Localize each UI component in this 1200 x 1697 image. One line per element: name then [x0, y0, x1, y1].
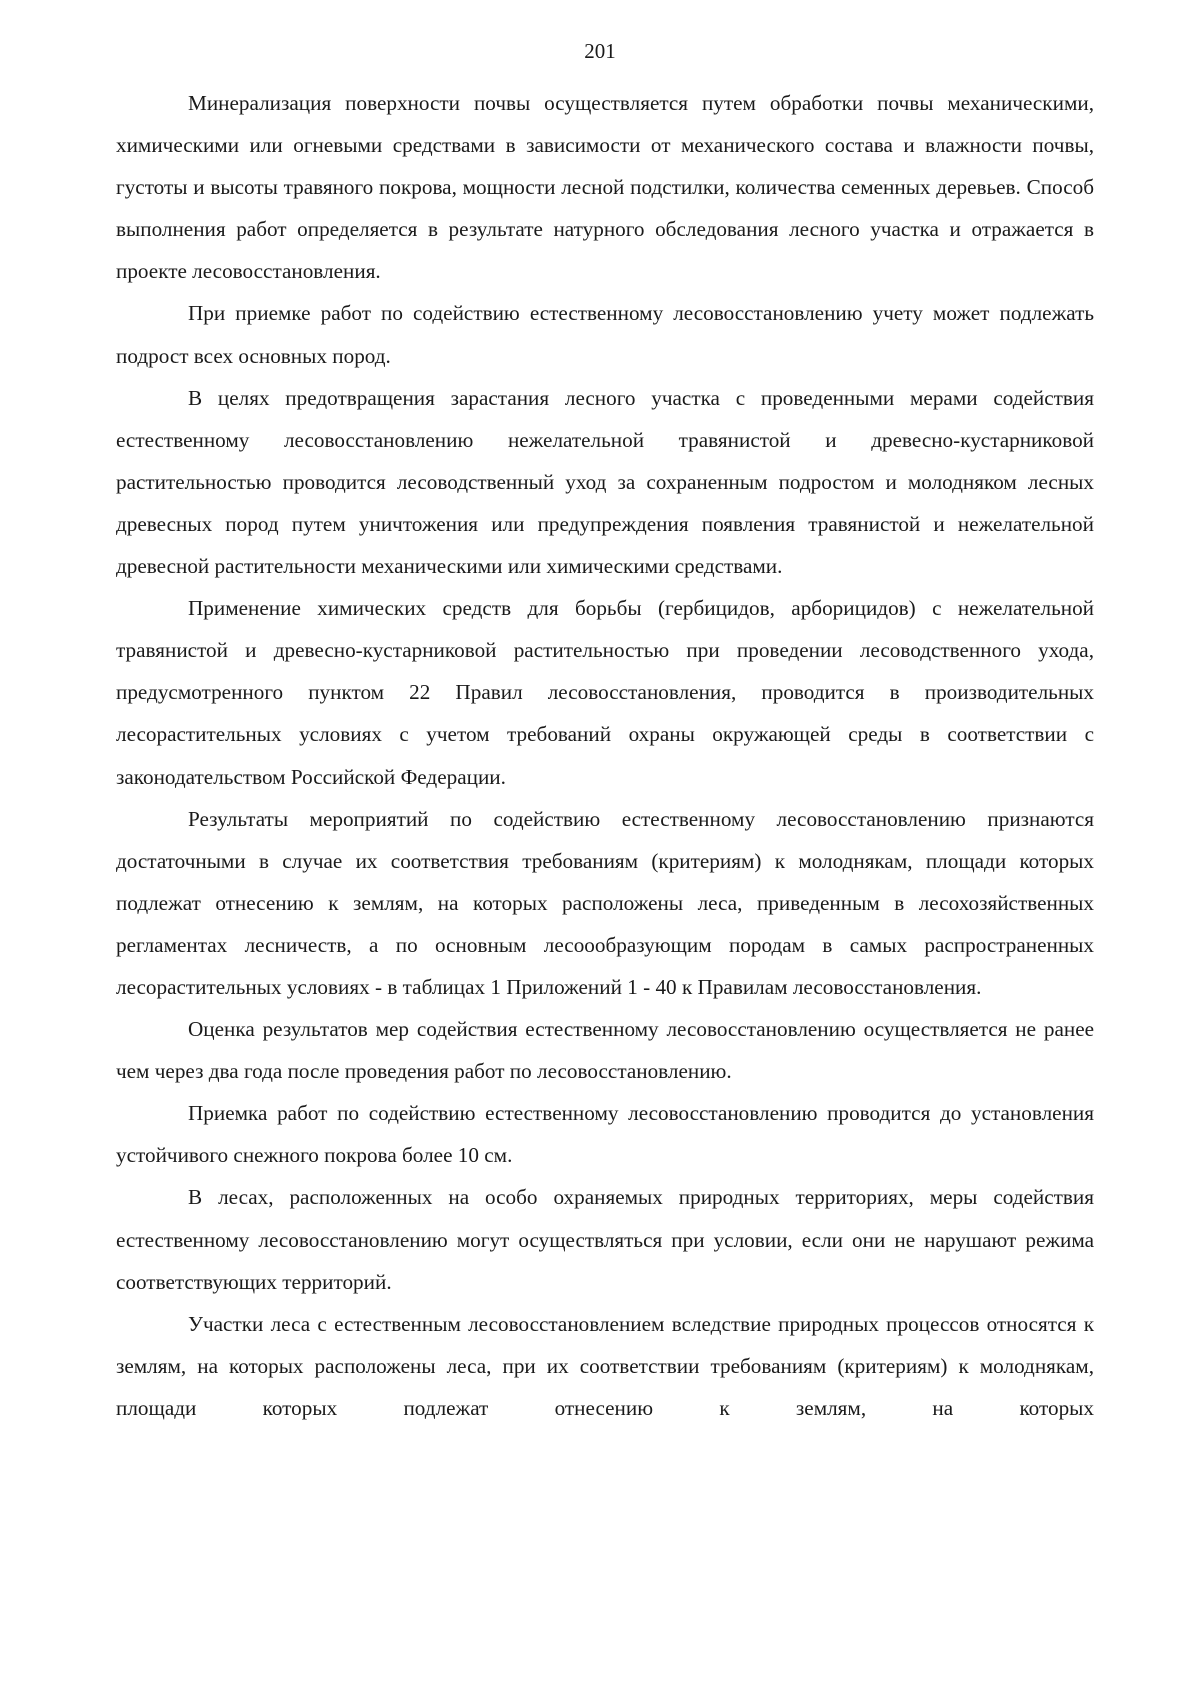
page-number: 201	[584, 39, 616, 63]
body-text	[116, 82, 1094, 1429]
paragraph-acceptance-undergrowth: При приемке работ по содействию естественному лесовосстановлению учету может подлежать подрост всех основных пород.	[116, 301, 1094, 368]
paragraph-natural-regeneration: Участки леса с естественным лесовосстановлением вследствие природных процессов относятся к землям, на которых расположены леса, при их соответствии требованиям (критериям) к молоднякам, площади которых подлежат отнесению к землям, на которых	[116, 1311, 1094, 1420]
paragraph-protected-areas: В лесах, расположенных на особо охраняемых природных территориях, меры содействия естественному лесовосстановлению могут осуществляться при условии, если они не нарушают режима соответствующих территорий.	[116, 1185, 1094, 1294]
paragraph-mineralization: Минерализация поверхности почвы осуществляется путем обработки почвы механическими, химическими или огневыми средствами в зависимости от механического состава и влажности почвы, густоты и высоты травяного покрова, мощности лесной подстилки, количества семенных деревьев. Способ выполнения работ определяется в результате натурного обследования лесного участка и отражается в проекте лесовосстановления.	[116, 91, 1094, 284]
paragraph-overgrowth-prevention: В целях предотвращения зарастания лесного участка с проведенными мерами содействия естественному лесовосстановлению нежелательной травянистой и древесно-кустарниковой растительностью проводится лесоводственный уход за сохраненным подростом и молодняком лесных древесных пород путем уничтожения или предупреждения появления травянистой и нежелательной древесной растительности механическими или химическими средствами.	[116, 385, 1094, 579]
paragraph-chemical-means: Применение химических средств для борьбы (гербицидов, арборицидов) с нежелательной травянистой и древесно-кустарниковой растительностью при проведении лесоводственного ухода, предусмотренного пунктом 22 Правил лесовосстановления, проводится в производительных лесорастительных условиях с учетом требований охраны окружающей среды в соответствии с законодательством Российской Федерации.	[116, 596, 1094, 789]
paragraph-results-sufficient: Результаты мероприятий по содействию естественному лесовосстановлению признаются достаточными в случае их соответствия требованиям (критериям) к молоднякам, площади которых подлежат отнесению к землям, на которых расположены леса, приведенным в лесохозяйственных регламентах лесничеств, а по основным лесоообразующим породам в самых распространенных лесорастительных условиях - в таблицах 1 Приложений 1 - 40 к Правилам лесовосстановления.	[116, 806, 1094, 999]
paragraph-results-evaluation: Оценка результатов мер содействия естественному лесовосстановлению осуществляется не ранее чем через два года после проведения работ по лесовосстановлению.	[116, 1017, 1094, 1084]
paragraph-acceptance-timing: Приемка работ по содействию естественному лесовосстановлению проводится до установления устойчивого снежного покрова более 10 см.	[116, 1101, 1094, 1168]
